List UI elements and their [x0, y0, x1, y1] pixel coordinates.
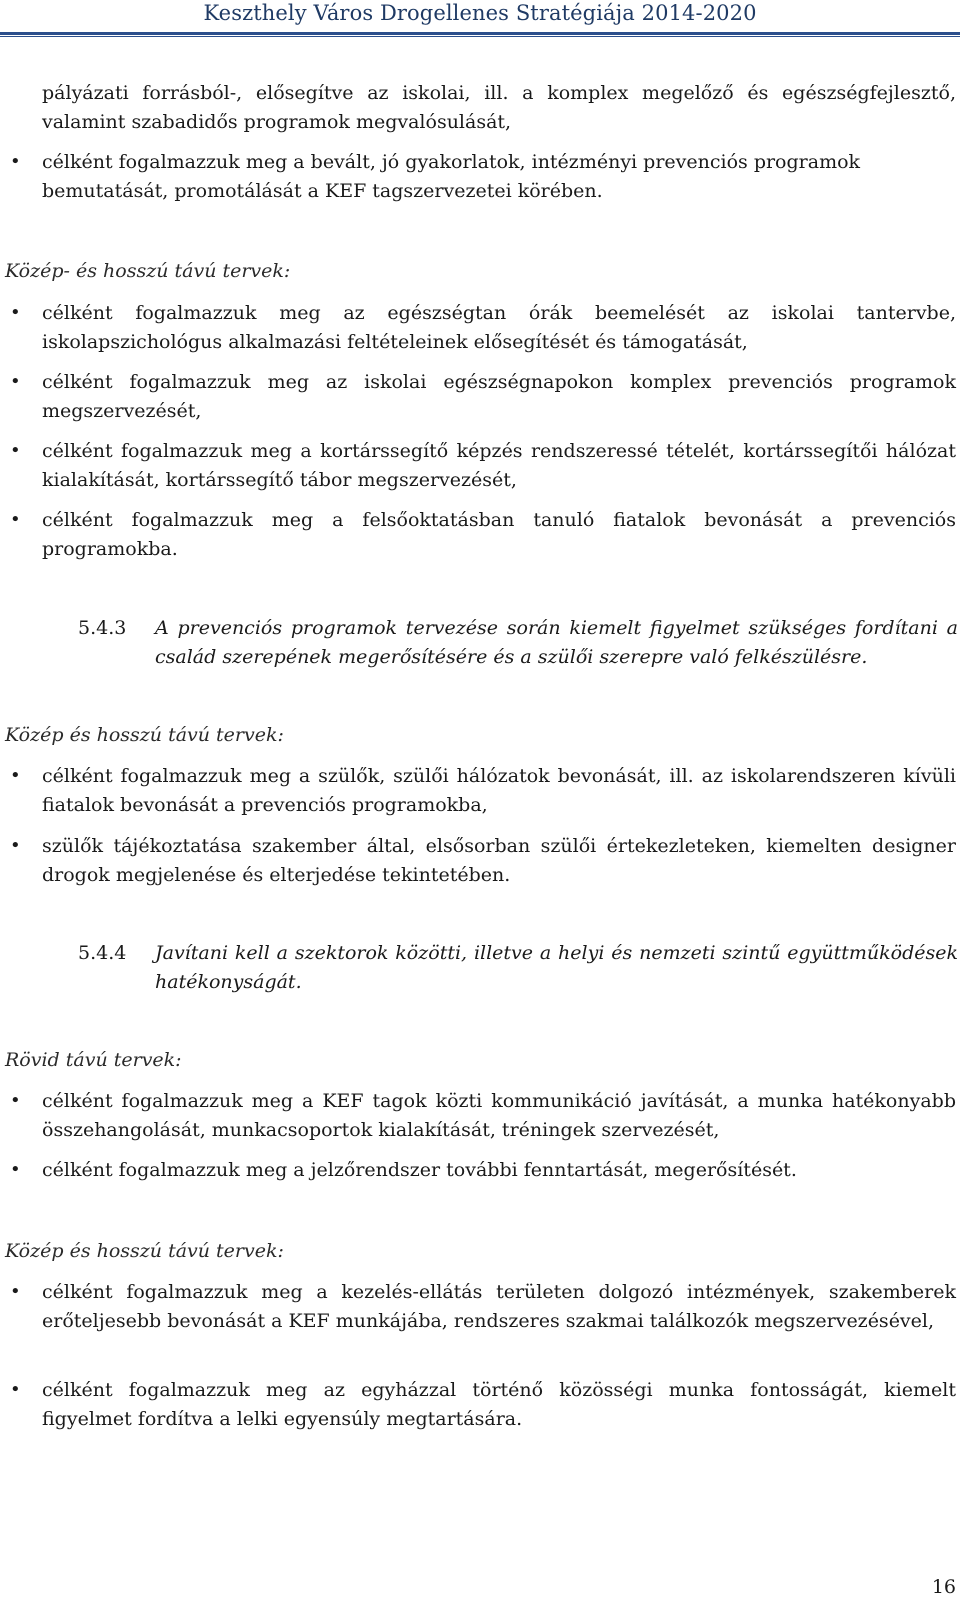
list-item	[10, 437, 956, 494]
bullet-icon: •	[10, 440, 21, 461]
list-item-text: célként fogalmazzuk meg a kezelés-ellátás területen dolgozó intézmények, szakemberek erőteljesebb bevonását a KEF munkájába, rendszeres szakmai találkozók megszervezésével,	[42, 1281, 956, 1332]
header-rule	[0, 32, 960, 35]
list-item-text: célként fogalmazzuk meg a felsőoktatásban tanuló fiatalok bevonását a prevenciós programokba.	[42, 509, 956, 560]
list-item	[10, 506, 956, 563]
bullet-icon: •	[10, 302, 21, 323]
section-number: 5.4.3	[78, 617, 127, 639]
bullet-icon: •	[10, 1090, 21, 1111]
bullet-icon: •	[10, 835, 21, 856]
list-item-text: célként fogalmazzuk meg az egészségtan órák beemelését az iskolai tantervbe, iskolapszichológus alkalmazási feltételeinek elősegítését és támogatását,	[42, 302, 956, 353]
section-heading-text: A prevenciós programok tervezése során kiemelt figyelmet szükséges fordítani a család szerepének megerősítésére és a szülői szerepre való felkészülésre.	[155, 617, 958, 668]
list-item	[10, 1376, 956, 1433]
section-subheading: Közép és hosszú távú tervek:	[5, 1240, 284, 1262]
bullet-icon: •	[10, 1159, 21, 1180]
section-heading-text: Javítani kell a szektorok közötti, illetve a helyi és nemzeti szintű együttműködések hatékonyságát.	[155, 942, 958, 993]
list-item-text: célként fogalmazzuk meg az egyházzal történő közösségi munka fontosságát, kiemelt figyelmet fordítva a lelki egyensúly megtartására.	[42, 1379, 956, 1430]
list-item-text: célként fogalmazzuk meg a KEF tagok közti kommunikáció javítását, a munka hatékonyabb összehangolását, munkacsoportok kialakítását, tréningek szervezését,	[42, 1090, 956, 1141]
list-item	[10, 1087, 956, 1144]
header-rule-thin	[0, 36, 960, 37]
list-item-text: célként fogalmazzuk meg az iskolai egészségnapokon komplex prevenciós programok megszervezését,	[42, 371, 956, 422]
list-item	[10, 832, 956, 889]
list-item-text: célként fogalmazzuk meg a szülők, szülői hálózatok bevonását, ill. az iskolarendszeren kívüli fiatalok bevonását a prevenciós programokba,	[42, 765, 956, 816]
bullet-icon: •	[10, 765, 21, 786]
numbered-heading	[78, 939, 958, 996]
list-item	[10, 1156, 956, 1185]
section-subheading: Közép és hosszú távú tervek:	[5, 724, 284, 746]
list-item-text: szülők tájékoztatása szakember által, elsősorban szülői értekezleteken, kiemelten designer drogok megjelenése és elterjedése tekintetében.	[42, 835, 956, 886]
list-item	[10, 368, 956, 425]
header-title: Keszthely Város Drogellenes Stratégiája 2014-2020	[203, 1, 757, 25]
bullet-icon: •	[10, 509, 21, 530]
list-item	[10, 299, 956, 356]
bullet-icon: •	[10, 151, 21, 172]
continuation-text: pályázati forrásból-, elősegítve az iskolai, ill. a komplex megelőző és egészségfejlesztő, valamint szabadidős programok megvalósulását,	[42, 82, 956, 133]
section-number: 5.4.4	[78, 942, 127, 964]
list-item-text: célként fogalmazzuk meg a kortárssegítő képzés rendszeressé tételét, kortárssegítői hálózat kialakítását, kortárssegítő tábor megszervezését,	[42, 440, 956, 491]
list-item	[10, 762, 956, 819]
list-item-text: célként fogalmazzuk meg a jelzőrendszer további fenntartását, megerősítését.	[42, 1159, 797, 1181]
section-subheading: Közép- és hosszú távú tervek:	[5, 260, 291, 282]
numbered-heading	[78, 614, 958, 671]
list-item-text: célként fogalmazzuk meg a bevált, jó gyakorlatok, intézményi prevenciós programok bemutatását, promotálását a KEF tagszervezetei körében.	[42, 151, 861, 202]
continuation-paragraph	[42, 79, 956, 136]
section-subheading: Rövid távú tervek:	[5, 1049, 182, 1071]
list-item	[10, 148, 956, 205]
bullet-icon: •	[10, 1281, 21, 1302]
list-item	[10, 1278, 956, 1335]
page-header	[0, 0, 960, 36]
bullet-icon: •	[10, 1379, 21, 1400]
bullet-icon: •	[10, 371, 21, 392]
page-number: 16	[931, 1576, 956, 1598]
